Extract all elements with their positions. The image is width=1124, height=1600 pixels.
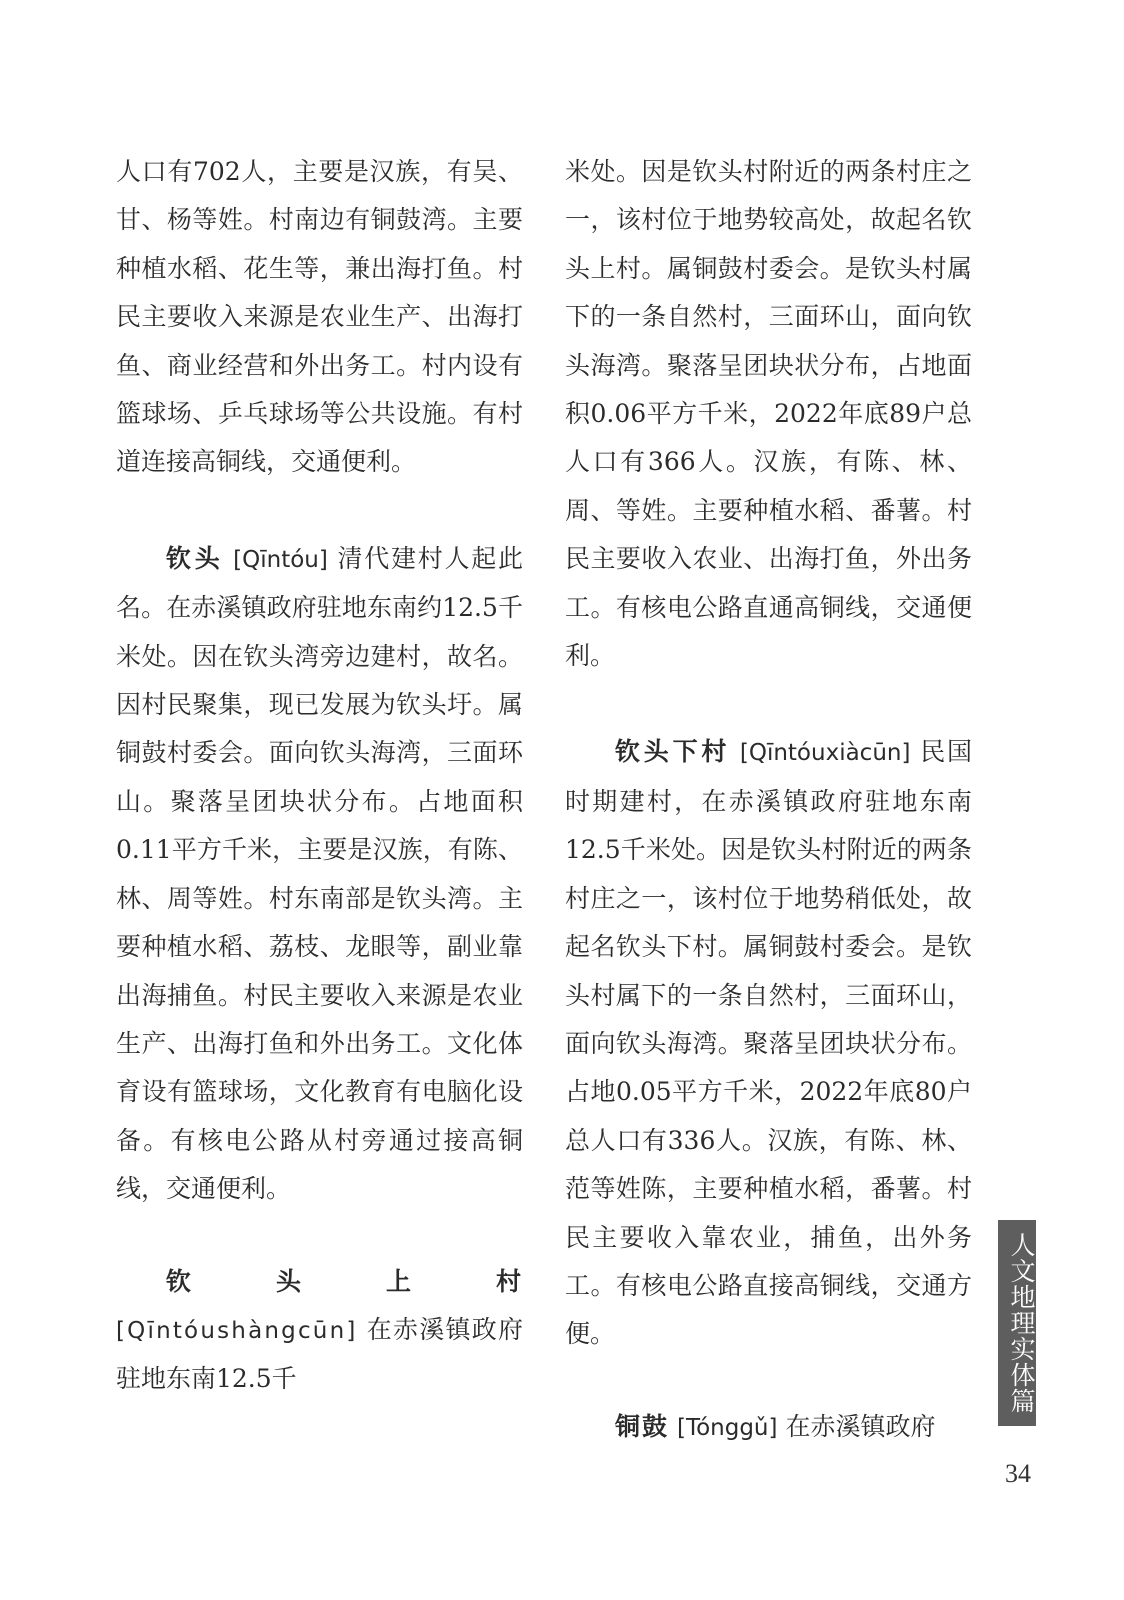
paragraph-spacer bbox=[565, 680, 972, 728]
entry-headword: 钦头上村 bbox=[166, 1266, 523, 1296]
entry-qintou-shangcun bbox=[116, 1258, 523, 1404]
entry-text: 清代建村人起此名。在赤溪镇政府驻地东南约12.5千米处。因在钦头湾旁边建村，故名。因村民聚集，现已发展为钦头圩。属铜鼓村委会。面向钦头海湾，三面环山。聚落呈团块状分布。占地面积0.11平方千米，主要是汉族，有陈、林、周等姓。村东南部是钦头湾。主要种植水稻、荔枝、龙眼等，副业靠出海捕鱼。村民主要收入来源是农业生产、出海打鱼和外出务工。文化体育设有篮球场，文化教育有电脑化设备。有核电公路从村旁通过接高铜线，交通便利。 bbox=[116, 543, 523, 1204]
entry-qintou bbox=[116, 535, 523, 1214]
entry-text: 民国时期建村，在赤溪镇政府驻地东南12.5千米处。因是钦头村附近的两条村庄之一，该村位于地势稍低处，故起名钦头下村。属铜鼓村委会。是钦头村属下的一条自然村，三面环山，面向钦头海湾。聚落呈团块状分布。占地0.05平方千米，2022年底80户总人口有336人。汉族，有陈、林、范等姓陈，主要种植水稻，番薯。村民主要收入靠农业，捕鱼，出外务工。有核电公路直接高铜线，交通方便。 bbox=[565, 737, 972, 1349]
section-side-tab: 人文地理实体篇 bbox=[998, 1220, 1036, 1426]
entry-text: 在赤溪镇政府 bbox=[785, 1411, 936, 1441]
continued-paragraph: 米处。因是钦头村附近的两条村庄之一，该村位于地势较高处，故起名钦头上村。属铜鼓村委会。是钦头村属下的一条自然村，三面环山，面向钦头海湾。聚落呈团块状分布，占地面积0.06平方千米，2022年底89户总人口有366人。汉族，有陈、林、周、等姓。主要种植水稻、番薯。村民主要收入农业、出海打鱼，外出务工。有核电公路直通高铜线，交通便利。 bbox=[565, 157, 972, 671]
intro-paragraph: 人口有702人，主要是汉族，有吴、甘、杨等姓。村南边有铜鼓湾。主要种植水稻、花生等，兼出海打鱼。村民主要收入来源是农业生产、出海打鱼、商业经营和外出务工。村内设有篮球场、乒乓球场等公共设施。有村道连接高铜线，交通便利。 bbox=[116, 157, 523, 477]
entry-pinyin: [Qīntóu] bbox=[233, 546, 328, 573]
page-number: 34 bbox=[1005, 1459, 1031, 1488]
entry-headword: 钦头 bbox=[166, 543, 224, 573]
entry-text: 在赤溪镇政府驻地东南12.5千 bbox=[116, 1314, 523, 1394]
paragraph-spacer bbox=[116, 487, 523, 535]
entry-qintou-xiacun bbox=[565, 728, 972, 1358]
entry-pinyin: [Tónggǔ] bbox=[676, 1414, 778, 1441]
entry-pinyin: [Qīntóushàngcūn] bbox=[116, 1317, 358, 1344]
left-column bbox=[116, 148, 523, 1404]
entry-tonggu bbox=[565, 1403, 972, 1452]
entry-headword: 钦头下村 bbox=[615, 737, 731, 767]
entry-headword: 铜鼓 bbox=[615, 1411, 670, 1441]
right-column bbox=[565, 148, 972, 1452]
entry-pinyin: [Qīntóuxiàcūn] bbox=[739, 740, 911, 767]
paragraph-spacer bbox=[116, 1214, 523, 1258]
paragraph-spacer bbox=[565, 1359, 972, 1403]
